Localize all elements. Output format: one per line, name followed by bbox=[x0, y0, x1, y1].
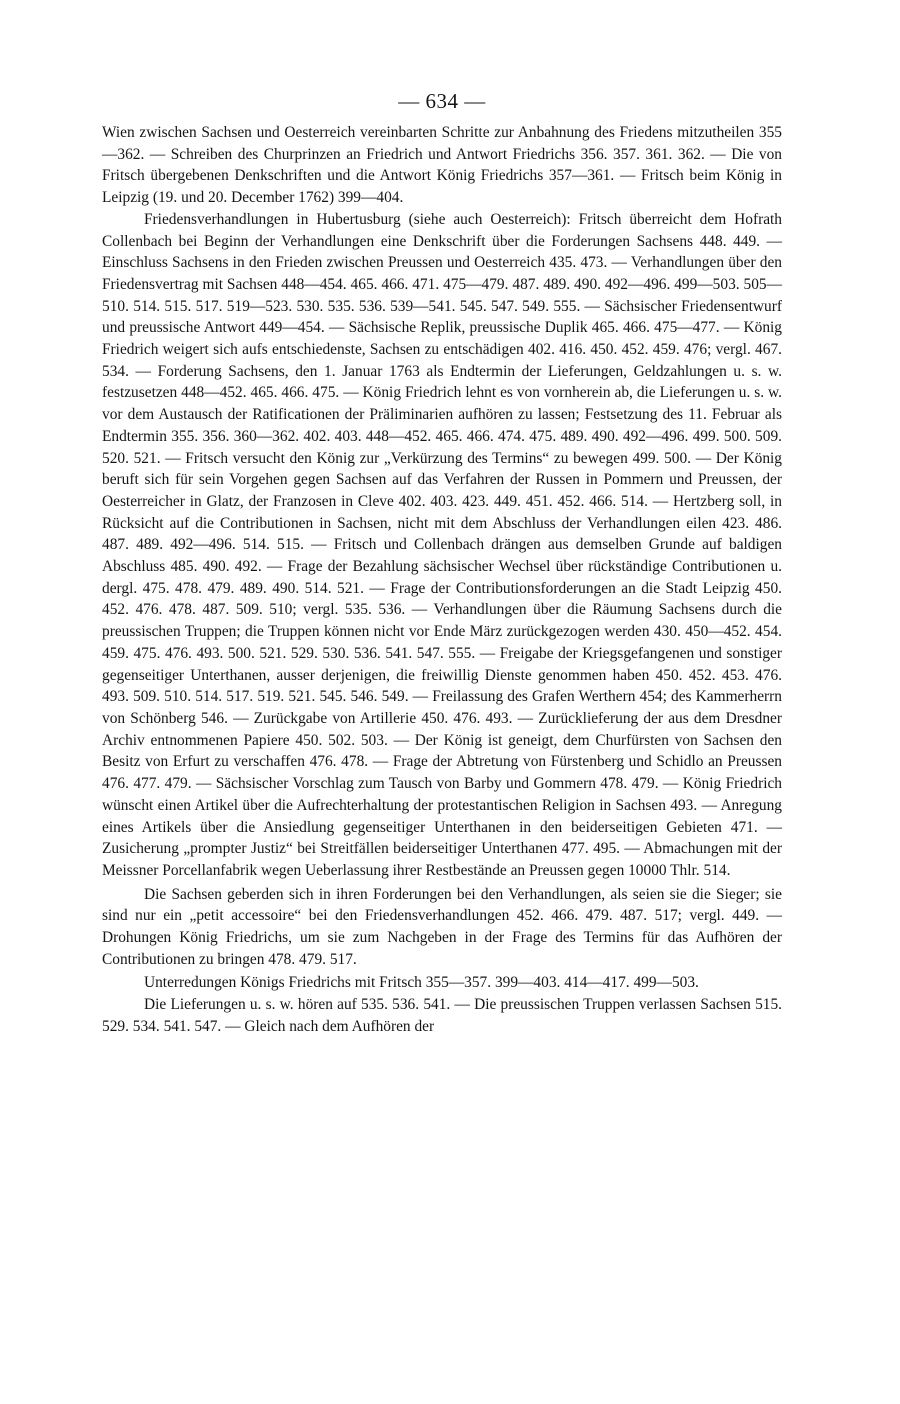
document-page bbox=[102, 88, 782, 1038]
page-number: — 634 — bbox=[398, 89, 486, 113]
index-paragraph-3: Die Sachsen geberden sich in ihren Forderungen bei den Verhandlungen, als seien sie die Sieger; sie sind nur ein „petit accessoire“ bei den Friedensverhandlungen 452. 466. 479. 487. 517; vergl. 449. — Drohungen König Friedrichs, um sie zum Nachgeben in der Frage des Termins für das Aufhören der Contributionen zu bringen 478. 479. 517. bbox=[102, 885, 782, 968]
index-paragraph-1: Wien zwischen Sachsen und Oesterreich vereinbarten Schritte zur Anbahnung des Friedens mitzutheilen 355—362. — Schreiben des Churprinzen an Friedrich und Antwort Friedrichs 356. 357. 361. 362. — Die von Fritsch übergebenen Denkschriften und die Antwort König Friedrichs 357—361. — Fritsch beim König in Leipzig (19. und 20. December 1762) 399—404. bbox=[102, 124, 782, 207]
index-paragraph-2: Friedensverhandlungen in Hubertusburg (siehe auch Oesterreich): Fritsch überreicht dem Hofrath Collenbach bei Beginn der Verhandlungen eine Denkschrift über die Forderungen Sachsens 448. 449. — Einschluss Sachsens in den Frieden zwischen Preussen und Oesterreich 435. 473. — Verhandlungen über den Friedensvertrag mit Sachsen 448—454. 465. 466. 471. 475—479. 487. 489. 490. 492—496. 499—503. 505—510. 514. 515. 517. 519—523. 530. 535. 536. 539—541. 545. 547. 549. 555. — Sächsischer Friedensentwurf und preussische Antwort 449—454. — Sächsische Replik, preussische Duplik 465. 466. 475—477. — König Friedrich weigert sich aufs entschiedenste, Sachsen zu entschädigen 402. 416. 450. 452. 459. 476; vergl. 467. 534. — Forderung Sachsens, den 1. Januar 1763 als Endtermin der Lieferungen, Geldzahlungen u. s. w. festzusetzen 448—452. 465. 466. 475. — König Friedrich lehnt es von vornherein ab, die Lieferungen u. s. w. vor dem Austausch der Ratificationen der Präliminarien aufhören zu lassen; Festsetzung des 11. Februar als Endtermin 355. 356. 360—362. 402. 403. 448—452. 465. 466. 474. 475. 489. 490. 492—496. 499. 500. 509. 520. 521. — Fritsch versucht den König zur „Verkürzung des Termins“ zu bewegen 499. 500. — Der König beruft sich für sein Vorgehen gegen Sachsen auf das Verfahren der Russen in Pommern und Preussen, der Oesterreicher in Glatz, der Franzosen in Cleve 402. 403. 423. 449. 451. 452. 466. 514. — Hertzberg soll, in Rücksicht auf die Contributionen in Sachsen, nicht mit dem Abschluss der Verhandlungen eilen 423. 486. 487. 489. 492—496. 514. 515. — Fritsch und Collenbach drängen aus demselben Grunde auf baldigen Abschluss 485. 490. 492. — Frage der Bezahlung sächsischer Wechsel über rückständige Contributionen u. dergl. 475. 478. 479. 489. 490. 514. 521. — Frage der Contributionsforderungen an die Stadt Leipzig 450. 452. 476. 478. 487. 509. 510; vergl. 535. 536. — Verhandlungen über die Räumung Sachsens durch die preussischen Truppen; die Truppen können nicht vor Ende März zurückgezogen werden 430. 450—452. 454. 459. 475. 476. 493. 500. 521. 529. 530. 536. 541. 547. 555. — Freigabe der Kriegsgefangenen und sonstiger gegenseitiger Unterthanen, ausser derjenigen, die freiwillig Dienste genommen haben 450. 452. 453. 476. 493. 509. 510. 514. 517. 519. 521. 545. 546. 549. — Freilassung des Grafen Werthern 454; des Kammerherrn von Schönberg 546. — Zurückgabe von Artillerie 450. 476. 493. — Zurücklieferung der aus dem Dresdner Archiv entnommenen Papiere 450. 502. 503. — Der König ist geneigt, dem Churfürsten von Sachsen den Besitz von Erfurt zu verschaffen 476. 478. — Frage der Abtretung von Fürstenberg und Schidlo an Preussen 476. 477. 479. — Sächsischer Vorschlag zum Tausch von Barby und Gommern 478. 479. — König Friedrich wünscht einen Artikel über die Aufrechterhaltung der protestantischen Religion in Sachsen 493. — Anregung eines Artikels über die Ansiedlung gegenseitiger Unterthanen in den beiderseitigen Gebieten 471. — Zusicherung „prompter Justiz“ bei Streitfällen beiderseitiger Unterthanen 477. 495. — Abmachungen mit der Meissner Porcellanfabrik wegen Ueberlassung ihrer Restbestände an Preussen gegen 10000 Thlr. 514. bbox=[102, 210, 782, 879]
index-paragraph-4: Unterredungen Königs Friedrichs mit Fritsch 355—357. 399—403. 414—417. 499—503. bbox=[144, 974, 699, 992]
index-paragraph-5: Die Lieferungen u. s. w. hören auf 535. 536. 541. — Die preussischen Truppen verlassen Sachsen 515. 529. 534. 541. 547. — Gleich nach dem Aufhören der bbox=[102, 996, 782, 1035]
